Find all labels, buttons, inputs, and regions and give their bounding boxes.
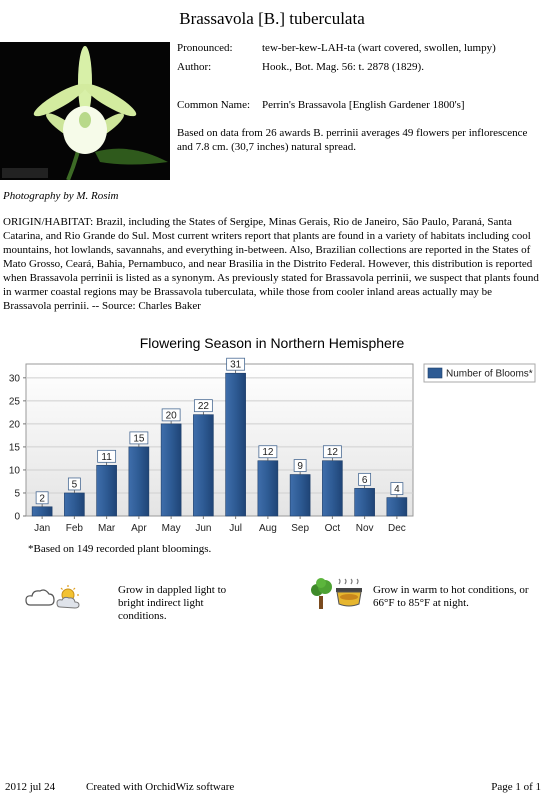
y-tick-label: 10	[8, 465, 20, 477]
legend-label: Number of Blooms*	[446, 368, 533, 380]
data-label: 12	[262, 447, 274, 459]
y-tick-label: 15	[8, 442, 20, 454]
data-label: 15	[133, 433, 145, 445]
author-value: Hook., Bot. Mag. 56: t. 2878 (1829).	[262, 61, 424, 73]
bar	[290, 475, 310, 516]
tree-hot-pot-icon	[309, 578, 367, 610]
bar	[387, 498, 407, 516]
chart-note: *Based on 149 recorded plant bloomings.	[28, 543, 212, 555]
temperature-text: Grow in warm to hot conditions, or 66°F to 85°F at night.	[373, 584, 529, 609]
bar	[32, 507, 52, 516]
award-summary: Based on data from 26 awards B. perrinii averages 49 flowers per inflorescence and 7.8 cm. (30,7 inches) natural spread.	[177, 127, 528, 153]
x-tick-label: Sep	[291, 523, 310, 534]
pronounced-value: tew-ber-kew-LAH-ta (wart covered, swollen, lumpy)	[262, 42, 496, 54]
x-tick-label: Aug	[258, 523, 277, 534]
light-text: Grow in dappled light to bright indirect light conditions.	[118, 584, 227, 622]
data-label: 31	[230, 359, 242, 371]
x-tick-label: Feb	[65, 523, 83, 534]
x-tick-label: Jan	[34, 523, 51, 534]
data-label: 4	[394, 484, 400, 496]
x-tick-label: May	[161, 523, 181, 534]
orchid-flower-image	[0, 42, 170, 180]
bar	[226, 373, 246, 516]
bar	[193, 415, 213, 516]
author-label: Author:	[177, 61, 212, 73]
data-label: 20	[165, 410, 177, 422]
orchid-photo	[0, 42, 170, 180]
bar	[129, 447, 149, 516]
pronounced-label: Pronounced:	[177, 42, 233, 54]
footer-date: 2012 jul 24	[5, 781, 56, 793]
page-title: Brassavola [B.] tuberculata	[179, 9, 365, 28]
bar	[161, 424, 181, 516]
x-tick-label: Apr	[131, 523, 147, 534]
data-label: 11	[101, 451, 112, 463]
common-name-label: Common Name:	[177, 99, 251, 111]
y-tick-label: 5	[14, 488, 20, 500]
origin-habitat: ORIGIN/HABITAT: Brazil, including the States of Sergipe, Minas Gerais, Rio de Janeiro, São Paulo, Paraná, Santa Catarina, and Rio Grande do Sul. Most current writers report that plants are found in a variety of habitats including cool mountains, hot lowlands, savannahs, and everything in-between. Also, Brazilian collections are reported in the States of Mato Grosso, Ceará, Bahia, Pernambuco, and near Brasilia in the Distrito Federal. However, this distribution is reported when Brassavola perrinii is listed as a synonym. As previously stated for Brassavola perrinii, we suspect that plants found in warmer coastal regions may be Brassavola tuberculata, while those from cooler inland areas actually may be Brassavola perrinii. -- Source: Charles Baker	[3, 216, 539, 312]
cloud-sun-icon	[24, 583, 84, 613]
data-label: 2	[39, 493, 45, 505]
y-tick-label: 25	[8, 396, 20, 408]
bar	[97, 465, 117, 516]
data-label: 12	[326, 447, 338, 459]
x-tick-label: Mar	[98, 523, 116, 534]
bar	[355, 488, 375, 516]
data-label: 9	[297, 461, 303, 473]
common-name-value: Perrin's Brassavola [English Gardener 1800's]	[262, 99, 465, 111]
flowering-chart	[0, 352, 544, 540]
bar	[322, 461, 342, 516]
bar	[64, 493, 84, 516]
x-tick-label: Jul	[229, 523, 243, 534]
x-tick-label: Dec	[387, 523, 406, 534]
photo-credit: Photography by M. Rosim	[3, 190, 119, 202]
footer-created: Created with OrchidWiz software	[86, 781, 235, 793]
bar	[258, 461, 278, 516]
footer-page: Page 1 of 1	[491, 781, 541, 793]
y-tick-label: 0	[14, 511, 20, 523]
x-tick-label: Oct	[324, 523, 341, 534]
x-tick-label: Jun	[195, 523, 212, 534]
y-tick-label: 20	[8, 419, 20, 431]
x-tick-label: Nov	[355, 523, 374, 534]
legend-swatch	[428, 368, 442, 378]
data-label: 22	[197, 401, 209, 413]
y-tick-label: 30	[8, 373, 20, 385]
data-label: 6	[361, 474, 368, 486]
chart-title: Flowering Season in Northern Hemisphere	[139, 335, 405, 351]
data-label: 5	[71, 479, 78, 491]
